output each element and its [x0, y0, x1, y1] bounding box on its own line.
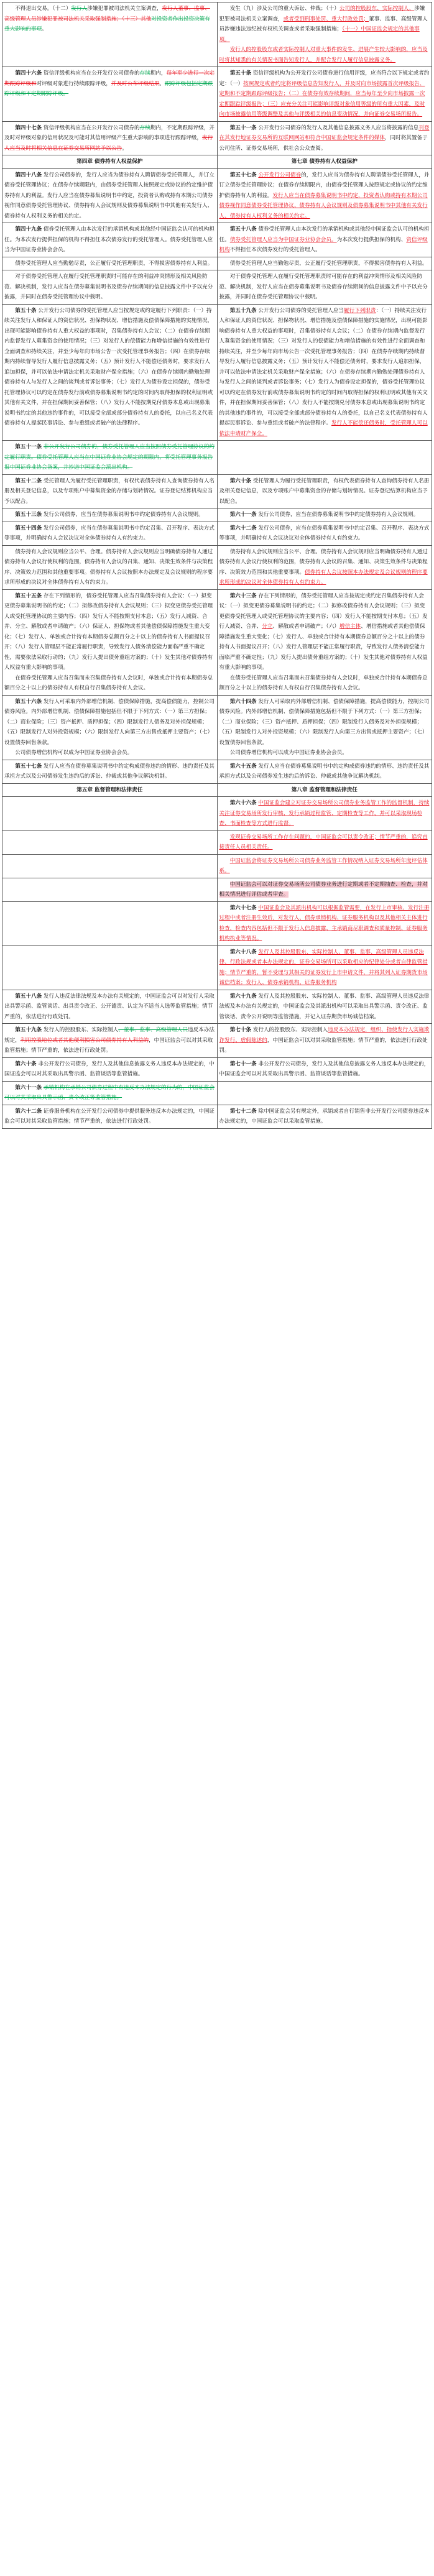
- left-paragraph: [4, 1083, 215, 1103]
- original-text-cell: [2, 1105, 218, 1128]
- text-run: 资信评级机构应当在公开发行公司债券的: [42, 124, 140, 131]
- article-number: 第四十六条: [15, 70, 42, 76]
- inserted-text: 债券受托管理人应当为中国证券业协会会员。: [229, 236, 337, 243]
- right-paragraph: [219, 523, 430, 544]
- text-run: 不得退出交易。（十二）: [15, 6, 72, 12]
- deleted-text: 每年至少进行一次定期跟踪评级和: [4, 70, 215, 87]
- inserted-text: 分立: [262, 623, 273, 630]
- right-paragraph: [219, 1106, 430, 1127]
- article-number: 第五十一条: [229, 124, 257, 131]
- article-row: [2, 1057, 432, 1081]
- inserted-text: 中国证监会及其派出机构可以根据监管需要，在发行上市审核、发行注册过程中或者注册生效后，对发行人、债券承销机构、证券服务机构以及其他相关主体进行检查，检查内容包括但不限于发行人信息披露、主承销商尽职调查和质量控制、证券服务机构执业等情况。: [219, 904, 430, 942]
- article-number: 第六十六条: [229, 800, 257, 806]
- original-text-cell: [2, 545, 218, 589]
- inserted-text: 违反本办法规定，组织、指使发行人实施欺诈发行、虚假陈述的: [219, 1027, 430, 1044]
- revised-text-cell: [217, 797, 432, 831]
- article-row: [2, 990, 432, 1024]
- text-run: 对评级对象进行持续跟踪评级，: [36, 80, 111, 87]
- original-text-cell: [2, 695, 218, 760]
- left-paragraph: [4, 476, 215, 507]
- right-paragraph: [219, 68, 430, 120]
- text-run: 期内，: [150, 70, 167, 76]
- original-text-cell: [2, 223, 218, 257]
- article-number: 第五十三条: [15, 512, 42, 518]
- revised-text-cell: [217, 67, 432, 122]
- text-run: 公司债券增信机构可以成为中国证券业协会会员。: [15, 750, 133, 756]
- comparison-table: [2, 2, 432, 1129]
- text-run: 非公开发行公司债券，发行人及其他信息披露义务人违反本办法规定的，中国证监会可以对其采取出具警示函、监管谈话等监管措施。: [4, 1060, 215, 1077]
- revised-text-cell: [217, 223, 432, 257]
- deleted-text: 中国证监会可以对其采取出具警示函、责令改正等监管措施。: [4, 1084, 215, 1101]
- left-paragraph: [4, 991, 215, 1023]
- text-run: 债券受托管理人应当勤勉尽责，公正履行受托管理职责，不得损害债券持有人利益。: [229, 260, 428, 267]
- comparison-table-body: [2, 2, 432, 1129]
- text-run: 涉嫌犯罪被司法机关立案调查，: [219, 6, 425, 22]
- text-run: 受托管理人为履行受托管理职责，有权代表债券持有人查询债券持有人名册及相关登记信息，以及专项账户中募集资金的存储与划转情况。证券登记结算机构应当予以配合。: [219, 477, 430, 505]
- article-row: [2, 508, 432, 522]
- deleted-text: 债券受托管理人应当在中国证券业协会规定的期限内，将受托管理事务报告报中国证券业协会备案，并抄送中国证监会派出机构。: [4, 454, 213, 471]
- right-paragraph: [219, 547, 430, 588]
- text-run: 涉嫌犯罪被司法机关立案调查，: [87, 6, 162, 12]
- right-paragraph: [219, 4, 430, 45]
- text-run: 。: [122, 145, 127, 152]
- inserted-text: 按照规定或者约定将评级信息告知发行人，并及时向市场披露首次评级报告、定期和不定期跟踪评级报告；（二）在债券有效存续期间，应当每年至少向市场披露一次定期跟踪评级报告；（三）应充分关注可能影响评级对象信用等级的所有重大因素，及时向市场披露信用等级调整及其他与评级相关的信息变动情况，并向证券交易场所报告。: [219, 80, 425, 117]
- deleted-text: 对投资者作出投资决策有重大影响的事项: [4, 16, 210, 32]
- right-paragraph: [219, 880, 430, 900]
- article-number: 第六十二条: [15, 1108, 42, 1115]
- article-number: 第五十六条: [15, 698, 42, 705]
- deleted-text: 承销机构在承销公司债券过程中有违反本办法规定的行为的，: [43, 1084, 188, 1091]
- revised-text-cell: [217, 695, 432, 760]
- original-text-cell: [2, 854, 218, 878]
- deleted-text: 非公开发行公司债券的，债券受托管理人应当按照债券受托管理协议的约定履行职责。: [4, 444, 215, 461]
- right-paragraph: [219, 45, 430, 65]
- article-number: 第五十九条: [15, 1027, 42, 1033]
- revised-text-cell: [217, 1105, 432, 1128]
- article-number: 第六十五条: [229, 763, 257, 770]
- right-paragraph: [219, 123, 430, 154]
- article-number: 第五十四条: [15, 525, 42, 531]
- text-run: 债券受托管理人由本次发行的承销机构或其他经中国证监会认可的机构担任。: [219, 226, 430, 243]
- article-row: [2, 901, 432, 945]
- article-number: 第五十八条: [15, 993, 42, 1000]
- inserted-text: 发行人应当在债券募集说明书中约定，投资者认购或持有本期公司债券视作同意债券受托管理协议、债券持有人会议规则及债券募集说明书中其他有关发行人、债券持有人权利义务的相关约定。: [219, 192, 428, 219]
- article-number: 第四十七条: [15, 124, 42, 131]
- article-row: [2, 589, 432, 695]
- article-number: 第六十条: [229, 477, 252, 484]
- text-run: 对于债券受托管理人在履行受托管理职责时可能存在的利益冲突情形及相关风险防范、解决机制，发行人应当在债券募集说明书及债券存续期间的信息披露文件中予以充分披露，并同时在债券受托管理协议中载明。: [4, 274, 213, 300]
- inserted-text: 资信评级机构: [219, 236, 428, 253]
- original-text-cell: [2, 304, 218, 441]
- revised-text-cell: [217, 1024, 432, 1058]
- article-number: 第六十一条: [15, 1084, 42, 1091]
- text-run: 、增信措施或者其他偿债保障措施发生重大变化；（七）发行人、单独或合计持有本期债券总额百分之十以上的债券持有人书面提议召开；（八）发行人管理层不能正常履行职责，导致发行人债务清偿能力面临严重不确定性；（九）发行人提出债务重组方案的；（十）发生其他对债券持有人权益有重大影响的事项。: [219, 623, 428, 671]
- article-number: 第五十条: [15, 307, 37, 314]
- revised-text-cell: [217, 522, 432, 545]
- article-row: [2, 854, 432, 878]
- revised-chapter-heading: 第八章 监督管理和法律责任: [217, 783, 432, 797]
- original-text-cell: [2, 270, 218, 305]
- text-run: 的，发行人应当为债券持有人聘请债券受托管理人，并订立债券受托管理协议；在债券存续期限内，由债券受托管理人按照规定或协议的约定维护债券持有人的利益。: [219, 172, 430, 199]
- right-paragraph: [219, 761, 430, 782]
- inserted-text: 公开发行公司债券: [258, 172, 302, 178]
- text-run: 为本次发行提供担保的机构、: [336, 236, 407, 243]
- text-run: 董事、监事、高级管理人员涉嫌违法违纪被有权机关调查或者采取强制措施；: [219, 16, 428, 32]
- text-run: 发行人可采取内外部增信机制、偿债保障措施，提高偿债能力，控制公司债券风险。内外部增信机制、偿债保障措施包括但不限于下列方式：（一）第三方担保；（二）商业保险；（三）资产抵押、质押担保；（四）限制发行人债务及对外担保规模；（五）限制发行人对外投资规模；（六）限制发行人向第三方出售或抵押主要资产；（七）设置债券回售条款。: [219, 698, 430, 746]
- text-run: ，同时将其置备于公司住所、证券交易场所，供社会公众查阅。: [219, 135, 428, 152]
- left-paragraph: [4, 68, 215, 99]
- inserted-text: 增信主体: [339, 623, 361, 630]
- inserted-text: 公司的控股股东、实际控制人、: [339, 6, 415, 12]
- right-paragraph: [219, 673, 430, 694]
- right-paragraph: [219, 224, 430, 255]
- left-paragraph: [4, 442, 215, 473]
- article-row: [2, 797, 432, 831]
- right-paragraph: [219, 832, 430, 853]
- left-paragraph: [4, 1025, 215, 1056]
- text-run: 债券受托管理人由本次发行的承销机构或其他经中国证监会认可的机构担任。为本次发行提供担保的机构不得担任本次债券发行的受托管理人。债券受托管理人应当为中国证券业协会会员。: [4, 226, 215, 253]
- text-run: 资信评级机构为公开发行公司债券进行信用评级，应当符合以下规定或者约定：（一）: [219, 70, 430, 87]
- text-run: 期内，不定期跟踪评级，并及时对评级对象的信用状况及可能对其信用评级产生重大影响的事项进行跟踪评级，: [4, 124, 215, 141]
- right-paragraph: [219, 1059, 430, 1080]
- text-run: 发行人的控股股东、实际控制人: [42, 1027, 119, 1033]
- article-row: [2, 545, 432, 589]
- text-run: 发行人应当在债券募集说明书中约定构成债券违约的情形、违约责任及其承担方式以及公司债券发生违约后的诉讼、仲裁或其他争议解决机制。: [219, 763, 430, 780]
- original-chapter-heading: 第四章 债券持有人权益保护: [2, 155, 218, 169]
- article-row: [2, 830, 432, 854]
- revised-text-cell: [217, 304, 432, 441]
- right-paragraph: [219, 272, 430, 303]
- article-number: 第七十二条: [229, 1108, 257, 1115]
- revised-text-cell: [217, 1057, 432, 1081]
- text-run: 发生（九）涉及公司的重大诉讼、仲裁；（十）: [229, 6, 339, 12]
- left-paragraph: [4, 1059, 215, 1080]
- right-paragraph: [219, 259, 430, 269]
- text-run: 发行公司债券，应当在债券募集说明书中约定债券持有人会议规则。: [42, 512, 204, 518]
- right-paragraph: [219, 697, 430, 748]
- article-row: [2, 121, 432, 155]
- inserted-text: 发行人不能偿还债务时，受托管理人可以依法申请财产保全。: [219, 420, 428, 437]
- right-paragraph: [219, 591, 430, 673]
- text-run: 发行人应当在债券募集说明书中约定构成债券违约的情形、违约责任及其承担方式以及公司债券发生违约后的诉讼、仲裁或其他争议解决机制。: [4, 763, 215, 780]
- article-row: [2, 304, 432, 441]
- right-paragraph: [219, 798, 430, 829]
- article-number: 第五十七条: [229, 172, 257, 178]
- left-paragraph: [4, 1106, 215, 1127]
- deleted-text: 存续: [139, 124, 150, 131]
- article-number: 第五十七条: [15, 763, 42, 770]
- article-number: 第四十九条: [15, 226, 42, 232]
- deleted-text: 、董事、监事、高级管理人员: [118, 1027, 188, 1033]
- text-run: 发行人可采取内外部增信机制、偿债保障措施，提高偿债能力，控制公司债券风险。内外部增信机制、偿债保障措施包括但不限于下列方式：（一）第三方担保；（二）商业保险；（三）资产抵押、质押担保；（四）限制发行人债务及对外担保规模；（五）限制发行人对外投资规模；（六）限制发行人向第三方出售或抵押主要资产；（七）设置债券回售条款。: [4, 698, 215, 746]
- article-row: [2, 1105, 432, 1128]
- deleted-text: 发行人董事、监事、高级管理人员涉嫌犯罪被司法机关采取强制措施；（十三）其他: [4, 6, 210, 22]
- chapter-heading-row: [2, 783, 432, 797]
- right-paragraph: [219, 947, 430, 988]
- inserted-text: 发行人及其控股股东、实际控制人、董事、监事、高级管理人员违反法律、行政法规或者本办法规定的，证券交易场所可以采取相应的纪律处分或者自律监管措施；情节严重的，暂不受理与其相关的证券发行上市申请文件，并将其列入证券期货市场诚信档案；发行人、债券承销机构、证券服务机构: [219, 949, 428, 986]
- right-paragraph: [219, 856, 430, 876]
- original-text-cell: [2, 760, 218, 783]
- article-number: 第五十二条: [15, 477, 42, 484]
- text-run: ，中国证监会可以对其采取监管措施；情节严重的，依法进行行政处罚。: [219, 1037, 428, 1054]
- revised-text-cell: [217, 854, 432, 878]
- revised-text-cell: [217, 878, 432, 901]
- revised-text-cell: [217, 168, 432, 223]
- text-run: 发行公司债券，应当在债券募集说明书中约定债券持有人会议规则。: [256, 512, 419, 518]
- revised-text-cell: [217, 760, 432, 783]
- text-run: 、解散或者申请破产；（六）: [272, 623, 339, 630]
- article-row: [2, 1024, 432, 1058]
- inserted-text: 刊登在其发行地证券交易所的互联网网站和符合中国证监会规定条件的媒体: [219, 124, 430, 141]
- text-run: 债券持有人会议规则应当公平、合理。债券持有人会议规则应当明确债券持有人通过债券持有人会议行使权利的范围，债券持有人会议的召集、通知、决策生效条件与决策程序、决策效力范围和其他重要事项。: [219, 548, 428, 576]
- text-run: 发行公司债券，应当在债券募集说明书中约定召集、召开程序、表决方式等事项，并明确持有人会议决议对全体债券持有人有约束力。: [4, 525, 215, 541]
- original-text-cell: [2, 990, 218, 1024]
- article-number: 第五十五条: [15, 592, 42, 599]
- article-row: [2, 270, 432, 305]
- text-run: 发行人违反法律法规及本办法有关规定的，中国证监会可以对发行人采取出具警示函、监管谈话、出具责令改正、公开谴责、认定为不适当人选等监管措施；情节严重的，依法进行行政处罚。: [4, 993, 215, 1020]
- article-row: [2, 2, 432, 67]
- original-text-cell: [2, 830, 218, 854]
- right-paragraph: [219, 748, 430, 758]
- text-run: 违反本办法规定，: [4, 1027, 215, 1044]
- article-row: [2, 474, 432, 508]
- revised-text-cell: [217, 257, 432, 270]
- revised-text-cell: [217, 945, 432, 990]
- original-text-cell: [2, 797, 218, 831]
- left-paragraph: [4, 523, 215, 544]
- text-run: 不得担任本次债券发行的受托管理人。: [229, 247, 321, 253]
- inserted-text: （十一）中国证监会规定的其他事项。: [219, 26, 420, 43]
- inserted-text: 中国证监会将证券交易场所公司债券业务监管工作情况纳入证券交易场所年度评估体系。: [219, 857, 428, 874]
- left-paragraph: [4, 761, 215, 782]
- revised-text-cell: [217, 589, 432, 695]
- right-paragraph: [219, 170, 430, 222]
- article-number: 第六十条: [15, 1060, 37, 1067]
- revised-text-cell: [217, 901, 432, 945]
- original-text-cell: [2, 1081, 218, 1105]
- original-text-cell: [2, 168, 218, 223]
- original-text-cell: [2, 441, 218, 475]
- article-number: 第六十一条: [229, 512, 257, 518]
- revised-text-cell: [217, 270, 432, 305]
- right-paragraph: [219, 1025, 430, 1056]
- text-run: 债券受托管理人应当勤勉尽责，公正履行受托管理职责，不得损害债券持有人利益。: [15, 260, 213, 267]
- article-row: [2, 168, 432, 223]
- left-paragraph: [4, 224, 215, 255]
- original-text-cell: [2, 945, 218, 990]
- text-run: 存在下列情形的，债券受托管理人应当召集债券持有人会议：（一）拟变更债券募集说明书的约定；（二）拟修改债券持有人会议规则；（三）拟变更债券受托管理人或受托管理协议的主要内容；（四）发行人不能按期支付本息；（五）发行人减资、合并、分立、解散或者申请破产；（六）保证人、担保物或者其他偿债保障措施发生重大变化；（七）发行人、单独或合计持有本期债券总额百分之十以上的债券持有人书面提议召开；（八）发行人管理层不能正常履行职责，导致发行人债务清偿能力面临严重不确定性，需要依法采取行动的；（九）发行人提出债务重组方案的；（十）发生其他对债券持有人权益有重大影响的事项。: [4, 592, 213, 671]
- text-run: 。: [42, 26, 47, 32]
- inserted-text: 债券持有人会议按照本办法规定及会议规则的程序要求所形成的决议对全体债券持有人有约束力。: [219, 569, 428, 586]
- article-row: [2, 257, 432, 270]
- text-run: 对于债券受托管理人在履行受托管理职责时可能存在的利益冲突情形及相关风险防范、解决机制，发行人应当在债券募集说明书及债券存续期间的信息披露文件中予以充分披露，并同时在债券受托管理协议中载明。: [219, 274, 428, 300]
- left-paragraph: [4, 123, 215, 154]
- revised-text-cell: [217, 545, 432, 589]
- right-paragraph: [219, 510, 430, 520]
- text-run: 资信评级机构应当在公开发行公司债券的: [42, 70, 140, 76]
- deleted-text: 存续: [139, 70, 150, 76]
- inserted-text: 履行下列职责: [343, 307, 376, 314]
- text-run: 存在下列情形的，债券受托管理人应当按规定或约定召集债券持有人会议：（一）拟变更债券募集说明书的约定；（二）拟修改债券持有人会议规则；（三）拟变更债券受托管理人或受托管理协议的主要内容；（四）发行人不能按期支付本息；（五）发行人减资、合并、: [219, 592, 428, 630]
- article-number: 第六十九条: [229, 993, 257, 1000]
- original-text-cell: [2, 474, 218, 508]
- revised-chapter-heading: 第七章 债券持有人权益保护: [217, 155, 432, 169]
- original-text-cell: [2, 1057, 218, 1081]
- deleted-text: 发行人: [71, 6, 88, 12]
- left-paragraph: [4, 510, 215, 520]
- text-run: 发行公司债券的，发行人应当为债券持有人聘请债券受托管理人，并订立债券受托管理协议；在债券存续期限内，由债券受托管理人按照规定或协议的约定维护债券持有人的利益。发行人应当在债券募集说明书中约定，投资者认购或持有本期公司债券视作同意债券受托管理协议、债券持有人会议规则及债券募集说明书中其他有关发行人、债券持有人权利义务的相关约定。: [4, 172, 215, 219]
- original-text-cell: [2, 67, 218, 122]
- revised-text-cell: [217, 474, 432, 508]
- text-run: 证券服务机构在公开发行公司债券中提供服务违反本办法规定的，中国证监会可以对其采取监管措施；情节严重的，依法进行行政处罚。: [4, 1108, 215, 1125]
- revised-text-cell: [217, 121, 432, 155]
- article-row: [2, 441, 432, 475]
- deleted-text: 发行人应当及时将相关信息在证券交易所网站予以公告: [4, 135, 213, 152]
- text-run: 公开发行公司债券的受托管理人应当按规定或约定履行下列职责：（一）持续关注发行人和保证人的资信状况、担保物状况、增信措施及偿债保障措施的实施情况，出现可能影响债券持有人重大权益的事项时，召集债券持有人会议；（二）在债券存续期内监督发行人募集资金的使用情况；（三）对发行人的偿债能力和增信措施的有效性进行全面调查和持续关注，并至少每年向市场公告一次受托管理事务报告；（四）在债券存续期内持续督导发行人履行信息披露义务；（五）预计发行人不能偿还债务时，要求发行人追加担保，并可以依法申请法定机关采取财产保全措施；（六）在债券存续期内勤勉处理债券持有人与发行人之间的谈判或者诉讼事务；（七）发行人为债券设定担保的，债券受托管理协议可以约定在债券发行前或债券募集说明书约定的时间内取得担保的权利证明或其他有关文件，并在担保期间妥善保管；（八）发行人不能按期兑付债券本息或出现募集说明书约定的其他违约事件的，可以接受全部或部分债券持有人的委托，以自己名义代表债券持有人提起民事诉讼、参与重组或者破产的法律程序。: [4, 307, 213, 426]
- right-paragraph: [219, 991, 430, 1023]
- revised-text-cell: [217, 990, 432, 1024]
- article-number: 第六十二条: [229, 525, 257, 531]
- deleted-text: 利用控股地位或者其他便利损害公司债券持有人利益的: [20, 1037, 149, 1044]
- article-row: [2, 223, 432, 257]
- text-run: 公开发行公司债券的受托管理人应当: [256, 307, 344, 314]
- left-paragraph: [4, 748, 215, 758]
- right-paragraph: [219, 306, 430, 439]
- text-run: 。: [159, 80, 165, 87]
- article-number: 第六十三条: [229, 592, 257, 599]
- revised-text-cell: [217, 441, 432, 475]
- article-number: 第七十条: [229, 1027, 252, 1033]
- text-run: 在债券受托管理人应当召集而未召集债券持有人会议时，单独或合计持有本期债券总额百分之十以上的债券持有人有权自行召集债券持有人会议。: [4, 674, 213, 691]
- article-row: [2, 760, 432, 783]
- right-paragraph: [219, 476, 430, 507]
- article-number: 第四十八条: [15, 172, 42, 178]
- text-run: 非公开发行公司债券，发行人及其他信息披露义务人违反本办法规定的，中国证监会可以对其采取出具警示函、监管谈话等监管措施。: [219, 1060, 430, 1077]
- original-text-cell: [2, 2, 218, 67]
- article-number: 第五十八条: [229, 226, 257, 232]
- revised-text-cell: [217, 2, 432, 67]
- text-run: 公开发行公司债券的发行人及其他信息披露义务人应当将披露的信息: [256, 124, 419, 131]
- right-paragraph: [219, 903, 430, 944]
- article-row: [2, 945, 432, 990]
- original-text-cell: [2, 1024, 218, 1058]
- article-number: 第六十八条: [229, 949, 257, 955]
- article-row: [2, 878, 432, 901]
- article-row: [2, 1081, 432, 1105]
- highlighted-text: 中国证监会可以对证券交易场所公司债券业务进行定期或者不定期抽查、检查，并对相关情况进行评估或者审查。: [219, 881, 428, 898]
- article-row: [2, 695, 432, 760]
- article-row: [2, 522, 432, 545]
- text-run: 除中国证监会另有规定外，承销或者自行销售非公开发行公司债券违反本办法规定的，中国证监会可以采取监管措施。: [219, 1108, 430, 1125]
- article-number: 第六十七条: [229, 904, 257, 911]
- inserted-text: 发现证券交易场所工作存在问题的，中国证监会可以责令改正；情节严重的，追究直接责任人员相关责任。: [219, 834, 428, 850]
- text-run: 公司债券增信机构可以成为中国证券业协会会员。: [229, 750, 348, 756]
- left-paragraph: [4, 170, 215, 222]
- left-paragraph: [4, 4, 215, 35]
- original-text-cell: [2, 121, 218, 155]
- left-paragraph: [4, 591, 215, 673]
- inserted-text: 中国证监会建立对证券交易场所公司债券业务监管工作的监督机制，持续关注证券交易场所发行审核、发行承销过程监管、定期检查等工作，并可以采取现场检查、书面检查等方式进行监督。: [219, 800, 430, 827]
- text-run: ：（一）持续关注发行人和保证人的资信状况、担保物状况、增信措施及偿债保障措施的实施情况，出现可能影响债券持有人重大权益的事项时，召集债券持有人会议；（二）在债券存续期内监督发行人募集资金的使用情况；（三）对发行人的偿债能力和增信措施的有效性进行全面调查和持续关注，并至少每年向市场公告一次受托管理事务报告；（四）在债券存续期内持续督导发行人履行信息披露义务；（五）预计发行人不能偿还债务时，要求发行人追加担保，并可以依法申请法定机关采取财产保全措施；（六）在债券存续期内勤勉处理债券持有人与发行人之间的谈判或者诉讼事务；（七）发行人为债券设定担保的，债券受托管理协议可以约定在债券发行前或债券募集说明书约定的时间内取得担保的权利证明或其他有关文件，并在担保期间妥善保管；（八）发行人不能按期兑付债券本息或出现募集说明书约定的其他违约事件的，可以接受全部或部分债券持有人的委托，以自己名义代表债券持有人提起民事诉讼、参与重组或者破产的法律程序。: [219, 307, 428, 426]
- text-run: 发行公司债券，应当在债券募集说明书中约定召集、召开程序、表决方式等事项，并明确持有人会议决议对全体债券持有人有约束力。: [219, 525, 430, 541]
- text-run: ，中国证监会可以对其采取监管措施；情节严重的，依法进行行政处罚。: [4, 1037, 213, 1054]
- original-text-cell: [2, 878, 218, 901]
- original-text-cell: [2, 589, 218, 695]
- text-run: 发行人的控股股东、实际控制人: [251, 1027, 328, 1033]
- inserted-text: 发行人的控股股东或者实际控制人对重大事件的发生、进展产生较大影响的，应当及时将其知悉的有关情况书面告知发行人，并配合发行人履行信息披露义务。: [219, 47, 428, 63]
- revised-text-cell: [217, 830, 432, 854]
- left-paragraph: [4, 673, 215, 694]
- original-text-cell: [2, 901, 218, 945]
- left-paragraph: [4, 272, 215, 303]
- left-paragraph: [4, 259, 215, 269]
- revised-text-cell: [217, 508, 432, 522]
- left-paragraph: [4, 306, 215, 429]
- article-number: 第七十一条: [229, 1060, 257, 1067]
- original-text-cell: [2, 522, 218, 545]
- article-number: 第五十条: [229, 70, 252, 76]
- original-chapter-heading: 第五章 监督管理和法律责任: [2, 783, 218, 797]
- original-text-cell: [2, 257, 218, 270]
- chapter-heading-row: [2, 155, 432, 169]
- left-paragraph: [4, 697, 215, 748]
- deleted-text: 并及时公布评级结果: [111, 80, 160, 87]
- revised-text-cell: [217, 1081, 432, 1105]
- text-run: 债券持有人会议规则应当公平、合理。债券持有人会议规则应当明确债券持有人通过债券持有人会议行使权利的范围，债券持有人会议的召集、通知、决策生效条件与决策程序、决策效力范围和其他重要事项。债券持有人会议按照本办法规定及会议规则的程序要求所形成的决议对全体债券持有人有约束力。: [4, 548, 213, 586]
- article-number: 第五十一条: [15, 444, 42, 450]
- text-run: 发行人及其控股股东、实际控制人、董事、监事、高级管理人员违反法律法规及本办法有关规定的，中国证监会及其派出机构可以采取出具警示函、责令改正、监管谈话、责令公开说明等监管措施，并记入证券期货市场诚信档案。: [219, 993, 430, 1020]
- left-paragraph: [4, 547, 215, 588]
- inserted-text: 或者受到刑事处罚、重大行政处罚；: [283, 16, 369, 22]
- original-text-cell: [2, 508, 218, 522]
- article-row: [2, 67, 432, 122]
- text-run: 受托管理人为履行受托管理职责，有权代表债券持有人查询债券持有人名册及相关登记信息，以及专项账户中募集资金的存储与划转情况。证券登记结算机构应当予以配合。: [4, 477, 215, 505]
- deleted-text: 跟踪评级包括定期跟踪评级和不定期跟踪评级。: [4, 80, 213, 97]
- text-run: 在债券受托管理人应当召集而未召集债券持有人会议时，单独或合计持有本期债券总额百分之十以上的债券持有人有权自行召集债券持有人会议。: [219, 674, 428, 691]
- article-number: 第五十九条: [229, 307, 257, 314]
- article-number: 第六十四条: [229, 698, 257, 705]
